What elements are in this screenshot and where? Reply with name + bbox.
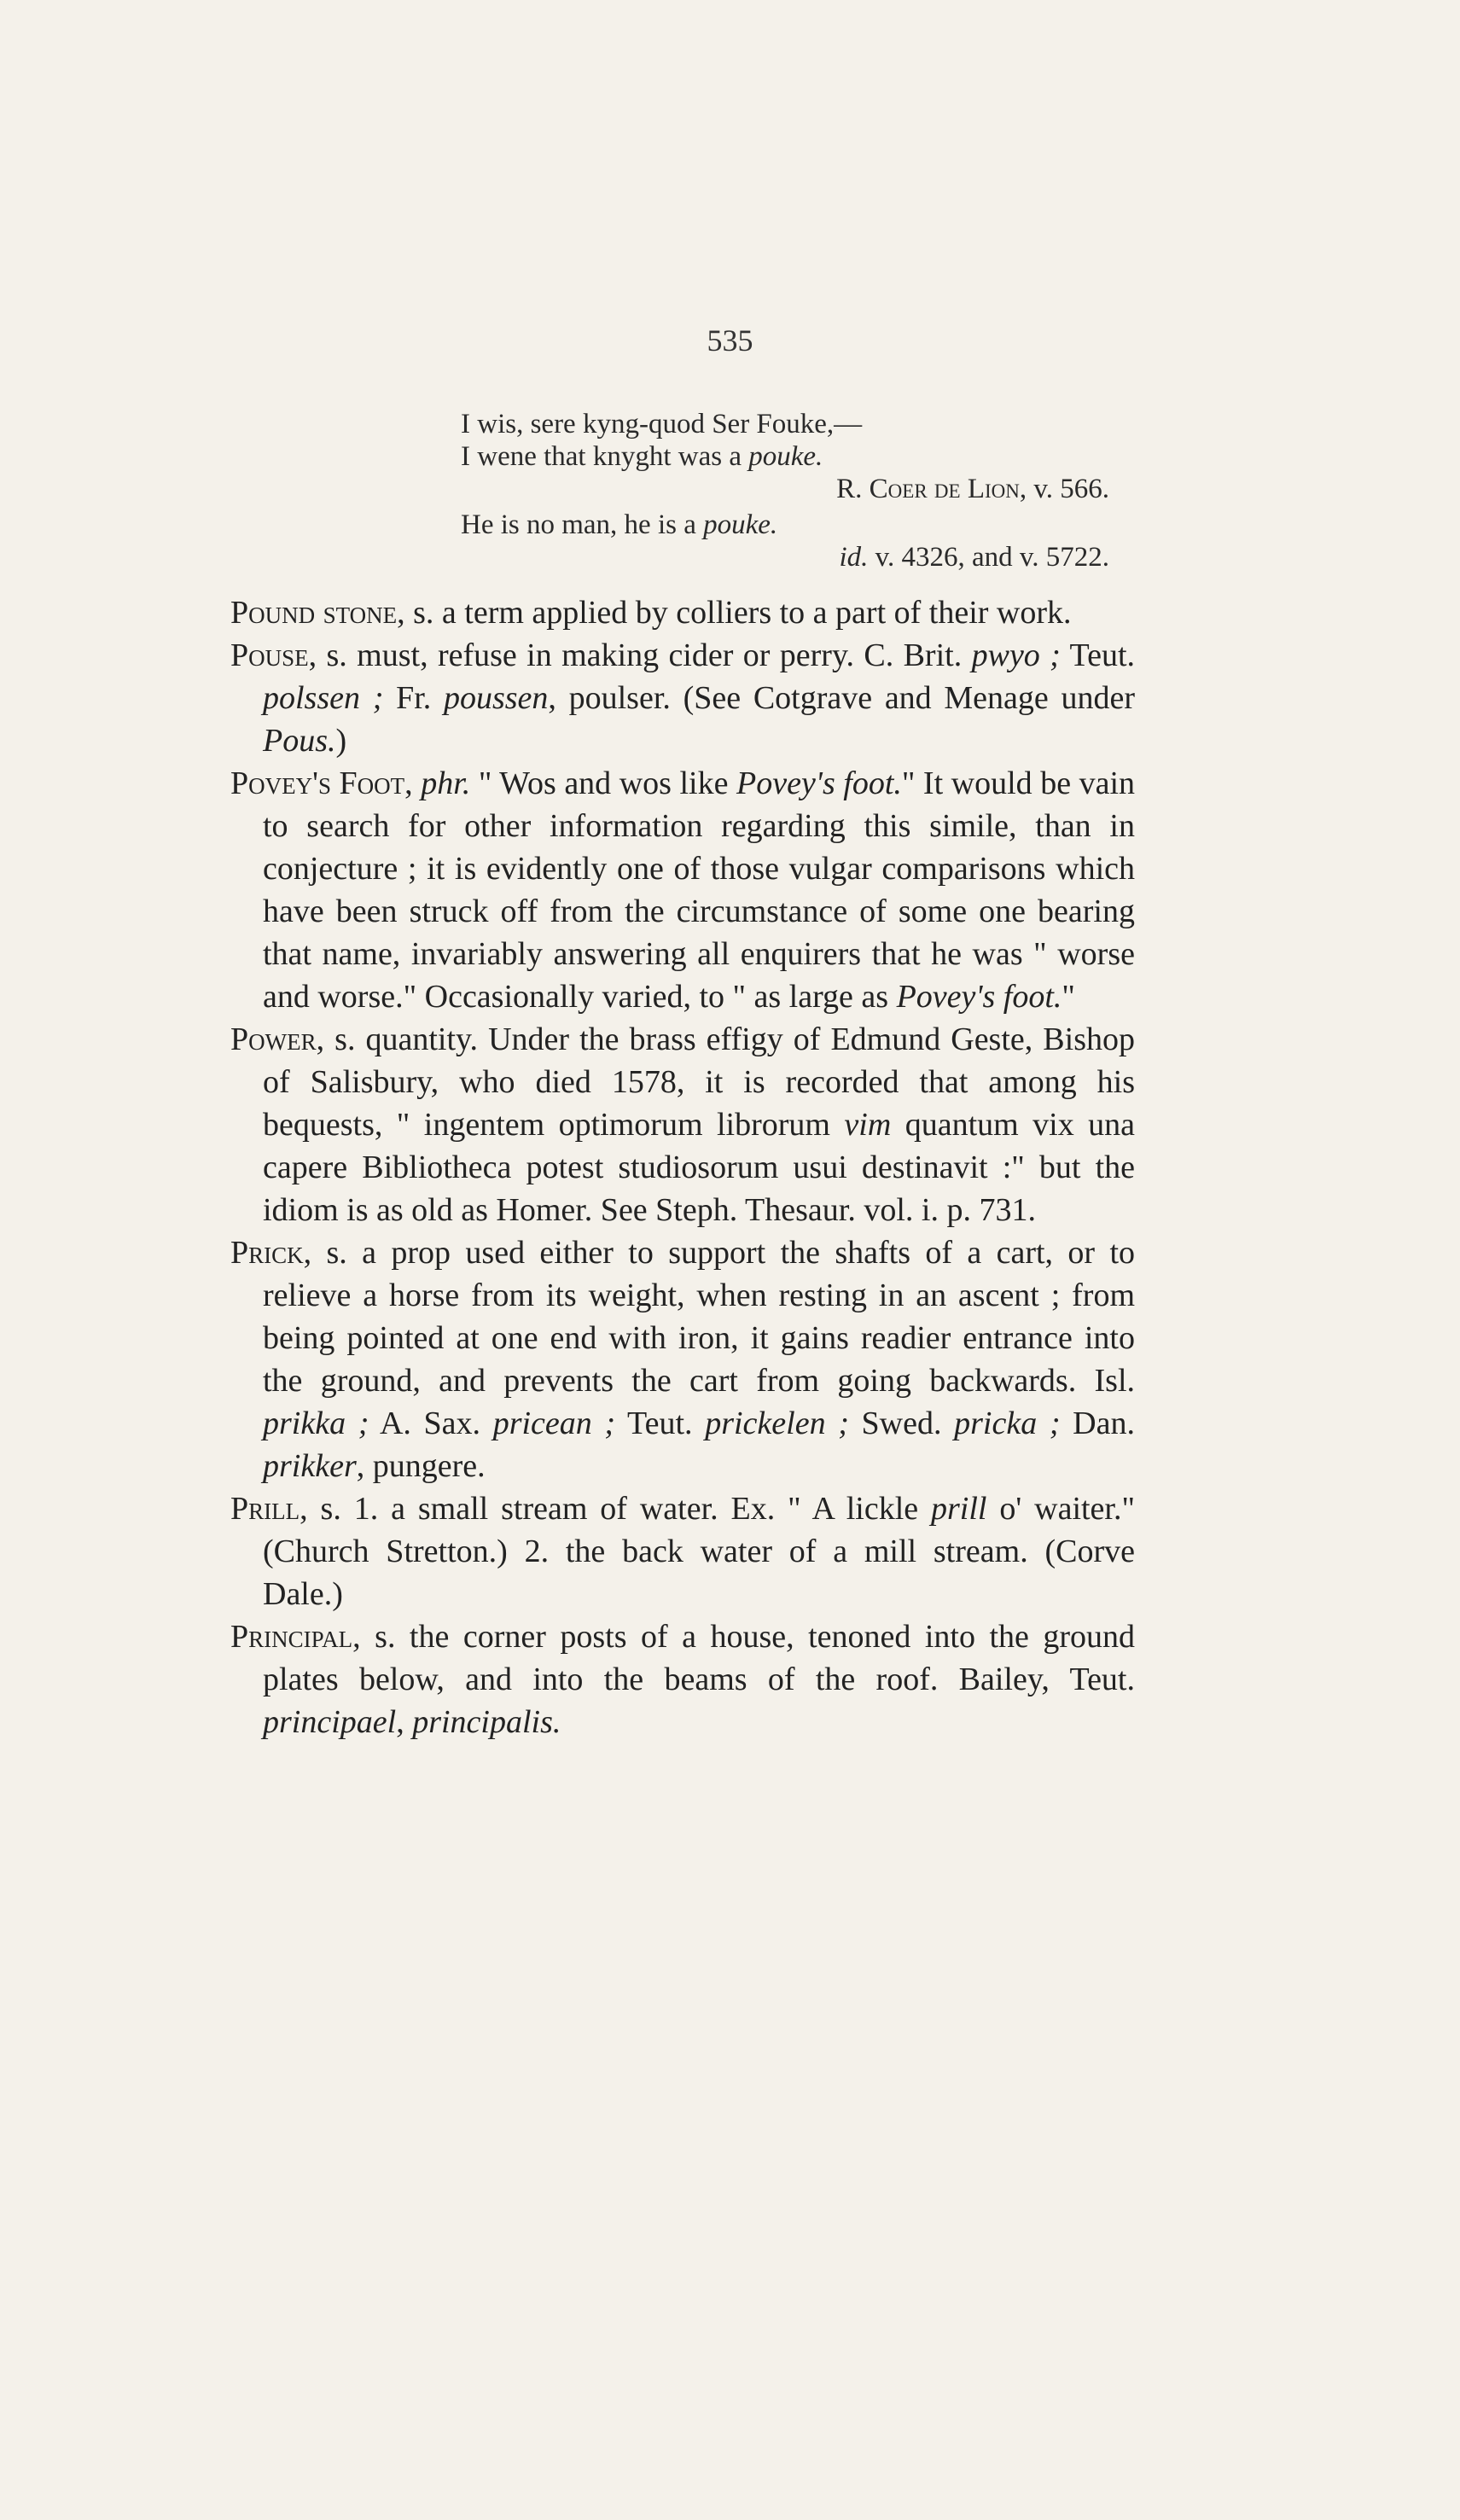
headword: Povey's Foot — [230, 765, 405, 801]
glossary-entries — [230, 591, 1135, 1743]
headword: Principal — [230, 1619, 353, 1655]
entry-prick: Prick, s. a prop used either to support the shafts of a cart, or to relieve a horse from its weight, when resting in an ascent ; from being pointed at one end with iron, it gains readier entrance into the ground, and prevents the cart from going backwards. Isl. prikka ; A. Sax. pricean ; Teut. prickelen ; Swed. pricka ; Dan. prikker, pungere. — [230, 1235, 1135, 1484]
entry-principal: Principal, s. the corner posts of a house, tenoned into the ground plates below, and into the beams of the roof. Bailey, Teut. principael, principalis. — [230, 1619, 1135, 1740]
page-number: 535 — [707, 323, 753, 358]
verse-line: He is no man, he is a pouke. — [461, 509, 778, 540]
verse-source: id. v. 4326, and v. 5722. — [839, 542, 1109, 573]
verse-line: I wene that knyght was a pouke. — [461, 441, 823, 472]
headword: Pouse — [230, 637, 309, 673]
headword: Power — [230, 1021, 317, 1057]
entry-prill: Prill, s. 1. a small stream of water. Ex. " A lickle prill o' waiter." (Church Stretton.) 2. the back water of a mill stream. (Corve Dale.) — [230, 1491, 1135, 1612]
entry-power: Power, s. quantity. Under the brass effigy of Edmund Geste, Bishop of Salisbury, who died 1578, it is recorded that among his bequests, " ingentem optimorum librorum vim quantum vix una capere Bibliotheca potest studiosorum usui destinavit :" but the idiom is as old as Homer. See Steph. Thesaur. vol. i. p. 731. — [230, 1021, 1136, 1228]
headword: Prill — [230, 1491, 300, 1527]
verse-source: R. Coer de Lion, v. 566. — [836, 474, 1109, 504]
verse-line: I wis, sere kyng-quod Ser Fouke,— — [461, 409, 863, 439]
verse-quote-1 — [461, 408, 1109, 505]
headword: Prick — [230, 1235, 304, 1271]
verse-quote-2 — [461, 509, 1109, 573]
entry-pouse: Pouse, s. must, refuse in making cider or perry. C. Brit. pwyo ; Teut. polssen ; Fr. poussen, poulser. (See Cotgrave and Menage under Pous.) — [230, 637, 1136, 759]
headword: Pound stone — [230, 595, 398, 631]
entry-poveys-foot: Povey's Foot, phr. " Wos and wos like Povey's foot." It would be vain to search for other information regarding this simile, than in conjecture ; it is evidently one of those vulgar comparisons which have been struck off from the circumstance of some one bearing that name, invariably answering all enquirers that he was " worse and worse." Occasionally varied, to " as large as Povey's foot." — [230, 765, 1136, 1015]
entry-pound-stone: Pound stone, s. a term applied by colliers to a part of their work. — [230, 595, 1072, 631]
